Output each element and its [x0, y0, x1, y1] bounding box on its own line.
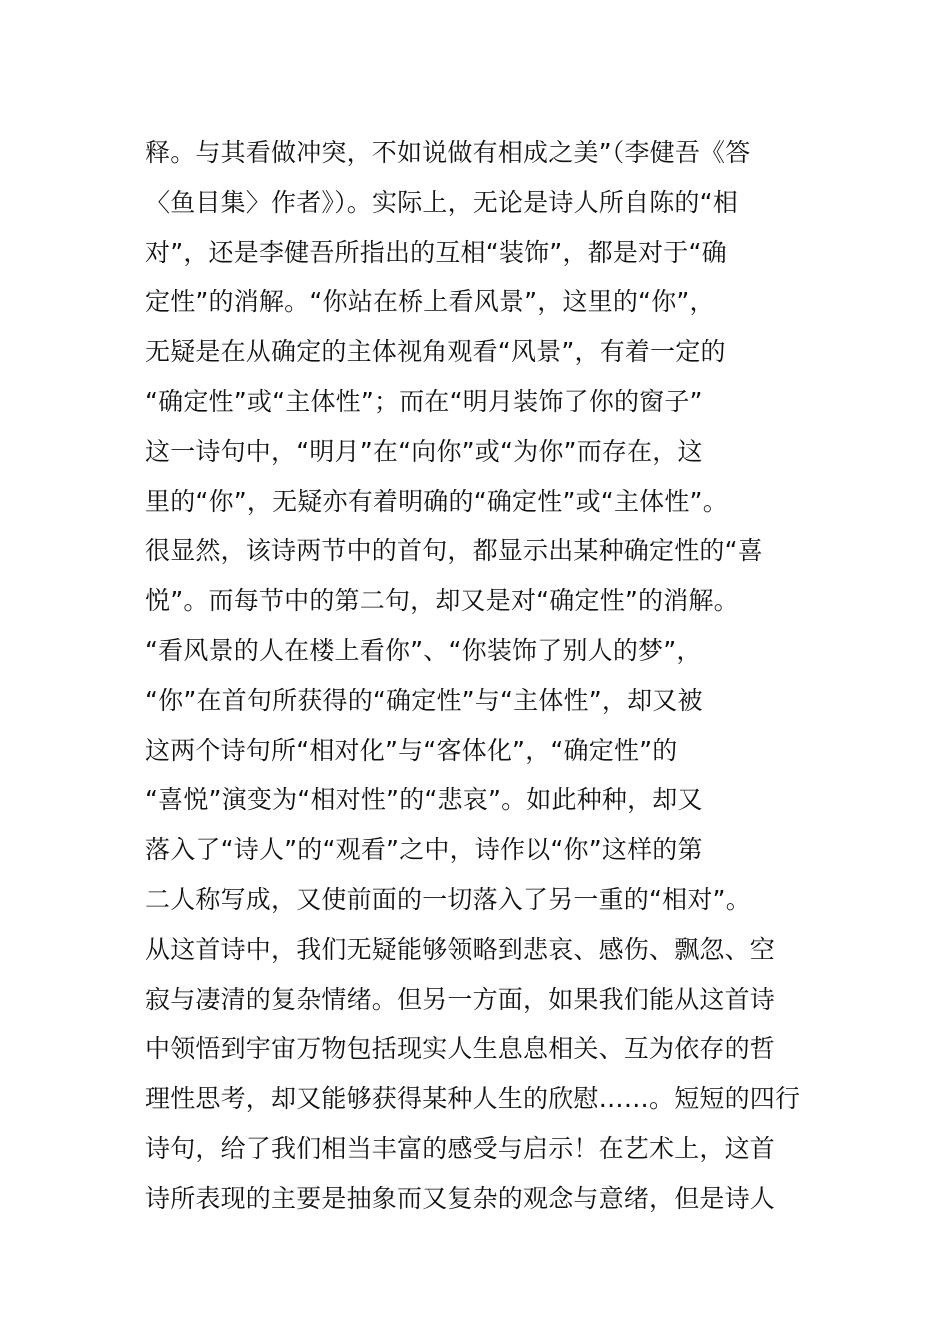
text-line: 很显然，该诗两节中的首句，都显示出某种确定性的“喜 — [145, 536, 763, 566]
text-line: 理性思考，却又能够获得某种人生的欣慰……。短短的四行 — [145, 1084, 801, 1114]
text-line: 无疑是在从确定的主体视角观看“风景”，有着一定的 — [145, 337, 726, 367]
text-line: 释。与其看做冲突，不如说做有相成之美”（李健吾《答 — [145, 138, 751, 167]
text-line: 定性”的消解。“你站在桥上看风景”，这里的“你”， — [145, 287, 715, 317]
text-line: “喜悦”演变为“相对性”的“悲哀”。如此种种，却又 — [145, 785, 703, 815]
text-line: 中领悟到宇宙万物包括现实人生息息相关、互为依存的哲 — [145, 1034, 776, 1064]
text-line: 〈鱼目集〉作者》）。实际上，无论是诗人所自陈的“相 — [145, 187, 738, 217]
text-line: 里的“你”，无疑亦有着明确的“确定性”或“主体性”。 — [145, 486, 728, 516]
text-line: “确定性”或“主体性”；而在“明月装饰了你的窗子” — [145, 386, 703, 416]
text-line: 悦”。而每节中的第二句，却又是对“确定性”的消解。 — [145, 586, 739, 616]
body-text — [145, 128, 825, 1224]
text-line: 这一诗句中，“明月”在“向你”或“为你”而存在，这 — [145, 436, 703, 466]
text-line: 这两个诗句所“相对化”与“客体化”，“确定性”的 — [145, 735, 678, 765]
text-line: 落入了“诗人”的“观看”之中，诗作以“你”这样的第 — [145, 835, 703, 865]
text-line: 从这首诗中，我们无疑能够领略到悲哀、感伤、飘忽、空 — [145, 934, 776, 964]
text-line: 二人称写成，又使前面的一切落入了另一重的“相对”。 — [145, 884, 751, 914]
text-line: 诗所表现的主要是抽象而又复杂的观念与意绪，但是诗人 — [145, 1183, 776, 1213]
text-line: 诗句，给了我们相当丰富的感受与启示！在艺术上，这首 — [145, 1133, 776, 1163]
text-line: 寂与凄清的复杂情绪。但另一方面，如果我们能从这首诗 — [145, 984, 776, 1014]
text-line: “你”在首句所获得的“确定性”与“主体性”，却又被 — [145, 685, 703, 715]
text-line: 对”，还是李健吾所指出的互相“装饰”，都是对于“确 — [145, 237, 727, 267]
text-line: “看风景的人在楼上看你”、“你装饰了别人的梦”， — [145, 635, 702, 665]
